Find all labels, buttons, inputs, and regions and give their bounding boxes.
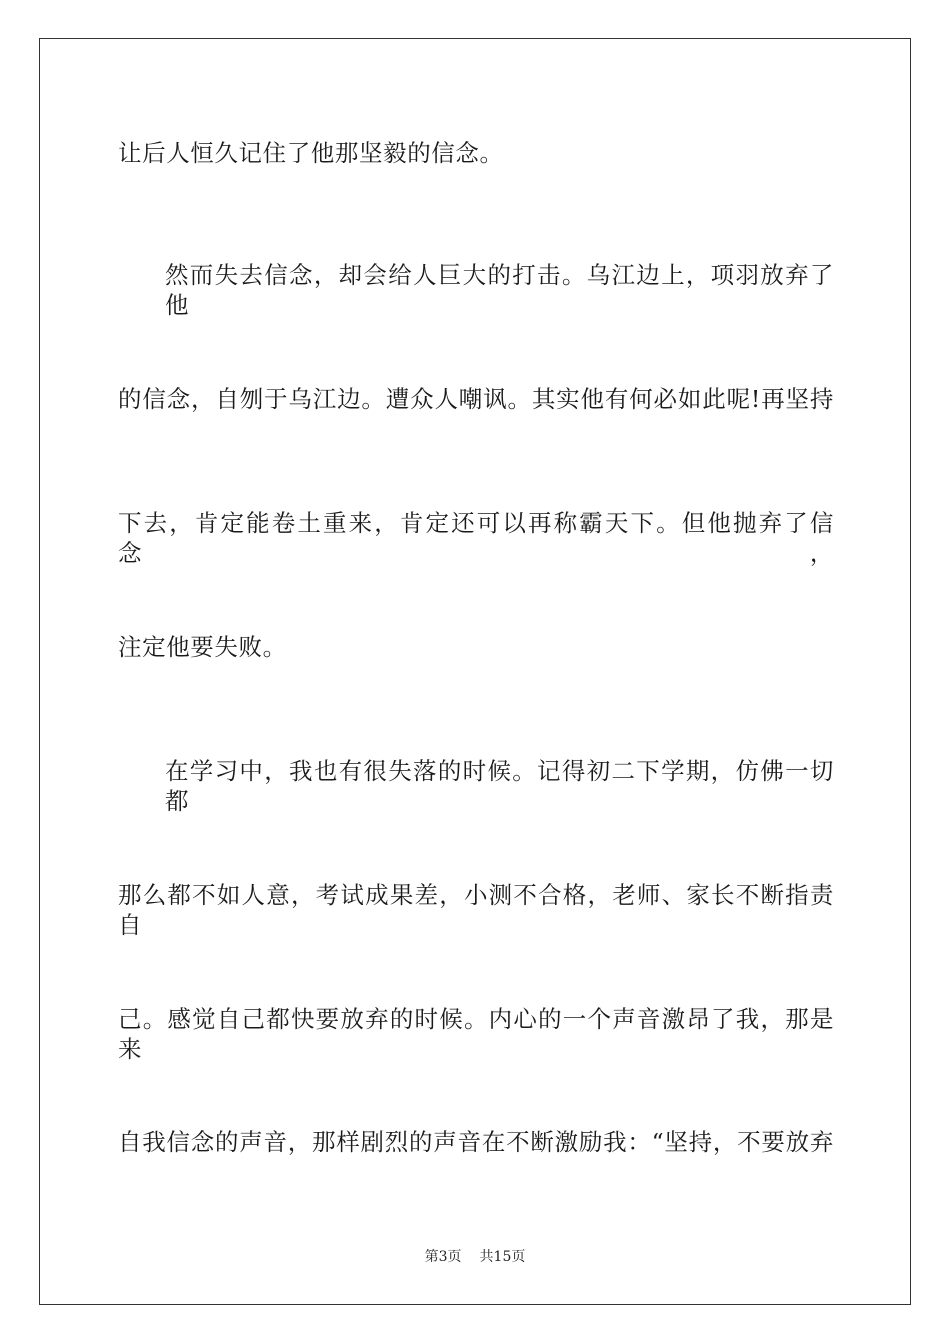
- text-line: 让后人恒久记住了他那坚毅的信念。: [118, 139, 504, 167]
- page-total: 共15页: [479, 1249, 526, 1265]
- text-line: 然而失去信念，却会给人巨大的打击。乌江边上，项羽放弃了他: [165, 261, 834, 319]
- page-number: 第3页: [424, 1249, 462, 1265]
- text-line: 自我信念的声音，那样剧烈的声音在不断激励我：“坚持，不要放弃: [118, 1128, 834, 1156]
- text-line: 在学习中，我也有很失落的时候。记得初二下学期，仿佛一切都: [165, 757, 834, 815]
- text-line: 注定他要失败。: [118, 633, 287, 661]
- text-line: 下去，肯定能卷土重来，肯定还可以再称霸天下。但他抛弃了信念，: [118, 509, 834, 567]
- text-line: 己。感觉自己都快要放弃的时候。内心的一个声音激昂了我，那是来: [118, 1005, 834, 1063]
- text-line: 那么都不如人意，考试成果差，小测不合格，老师、家长不断指责自: [118, 881, 834, 939]
- text-line: 的信念，自刎于乌江边。遭众人嘲讽。其实他有何必如此呢!再坚持: [118, 385, 834, 413]
- page-footer: [0, 1248, 950, 1266]
- page-border: [39, 38, 911, 1305]
